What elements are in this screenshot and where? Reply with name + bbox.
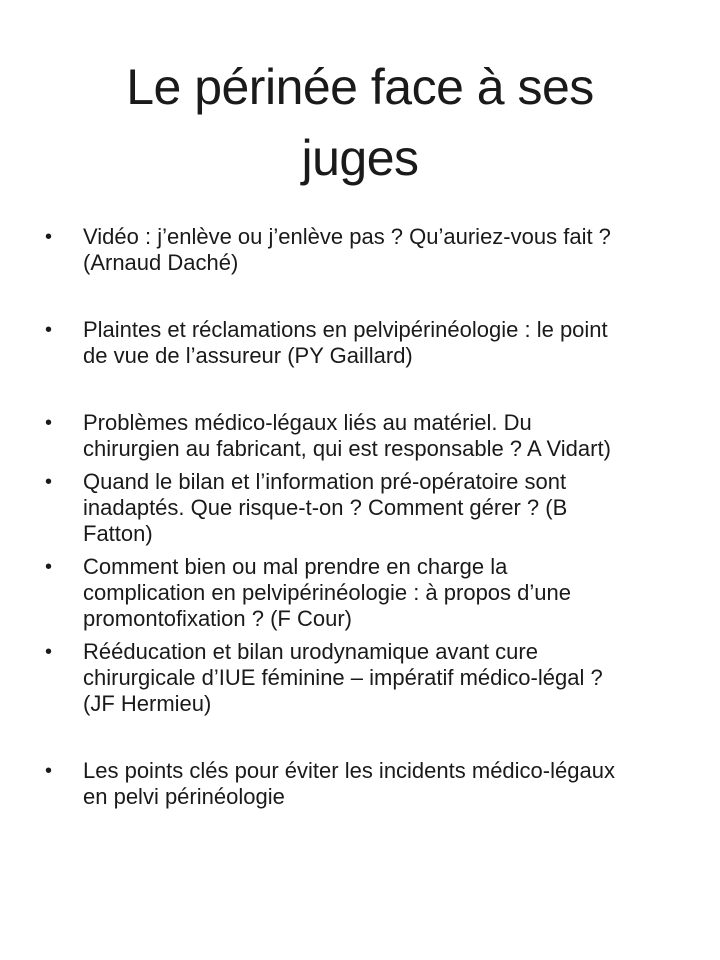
bullet-line: en pelvi périnéologie: [83, 784, 285, 809]
bullet-marker: •: [45, 471, 53, 493]
bullet-line: Plaintes et réclamations en pelvipérinéologie : le point: [83, 317, 608, 342]
bullet-line: chirurgien au fabricant, qui est responsable ? A Vidart): [83, 436, 611, 461]
bullet-line: promontofixation ? (F Cour): [83, 606, 352, 631]
bullet-marker: •: [45, 412, 53, 434]
slide-title: [0, 0, 720, 194]
bullet-item-reeducation: [45, 639, 704, 717]
bullet-text: [83, 758, 615, 810]
bullet-item-plaintes: [45, 317, 704, 369]
bullet-text: [83, 317, 608, 369]
bullet-text: [83, 410, 611, 462]
bullet-item-points-cles: [45, 758, 704, 810]
bullet-text: [83, 224, 611, 276]
bullet-text: [83, 554, 571, 632]
bullet-item-problemes: [45, 410, 704, 462]
slide-title-line-2: juges: [301, 130, 419, 186]
bullet-line: de vue de l’assureur (PY Gaillard): [83, 343, 413, 368]
bullet-line: inadaptés. Que risque-t-on ? Comment gérer ? (B: [83, 495, 568, 520]
bullet-marker: •: [45, 760, 53, 782]
bullet-line: Les points clés pour éviter les incidents médico-légaux: [83, 758, 615, 783]
bullet-list: [0, 224, 720, 810]
bullet-line: (JF Hermieu): [83, 691, 212, 716]
bullet-line: Rééducation et bilan urodynamique avant cure: [83, 639, 538, 664]
bullet-marker: •: [45, 226, 53, 248]
bullet-line: complication en pelvipérinéologie : à propos d’une: [83, 580, 571, 605]
bullet-line: Quand le bilan et l’information pré-opératoire sont: [83, 469, 567, 494]
bullet-line: Fatton): [83, 521, 153, 546]
bullet-item-video: [45, 224, 704, 276]
bullet-marker: •: [45, 319, 53, 341]
slide-title-line-1: Le périnée face à ses: [126, 59, 594, 115]
bullet-item-comment: [45, 554, 704, 632]
bullet-line: chirurgicale d’IUE féminine – impératif médico-légal ?: [83, 665, 603, 690]
bullet-line: Vidéo : j’enlève ou j’enlève pas ? Qu’auriez-vous fait ?: [83, 224, 611, 249]
bullet-line: (Arnaud Daché): [83, 250, 239, 275]
bullet-line: Comment bien ou mal prendre en charge la: [83, 554, 508, 579]
bullet-text: [83, 469, 567, 547]
bullet-marker: •: [45, 556, 53, 578]
bullet-marker: •: [45, 641, 53, 663]
bullet-line: Problèmes médico-légaux liés au matériel. Du: [83, 410, 532, 435]
bullet-text: [83, 639, 603, 717]
bullet-item-quand: [45, 469, 704, 547]
